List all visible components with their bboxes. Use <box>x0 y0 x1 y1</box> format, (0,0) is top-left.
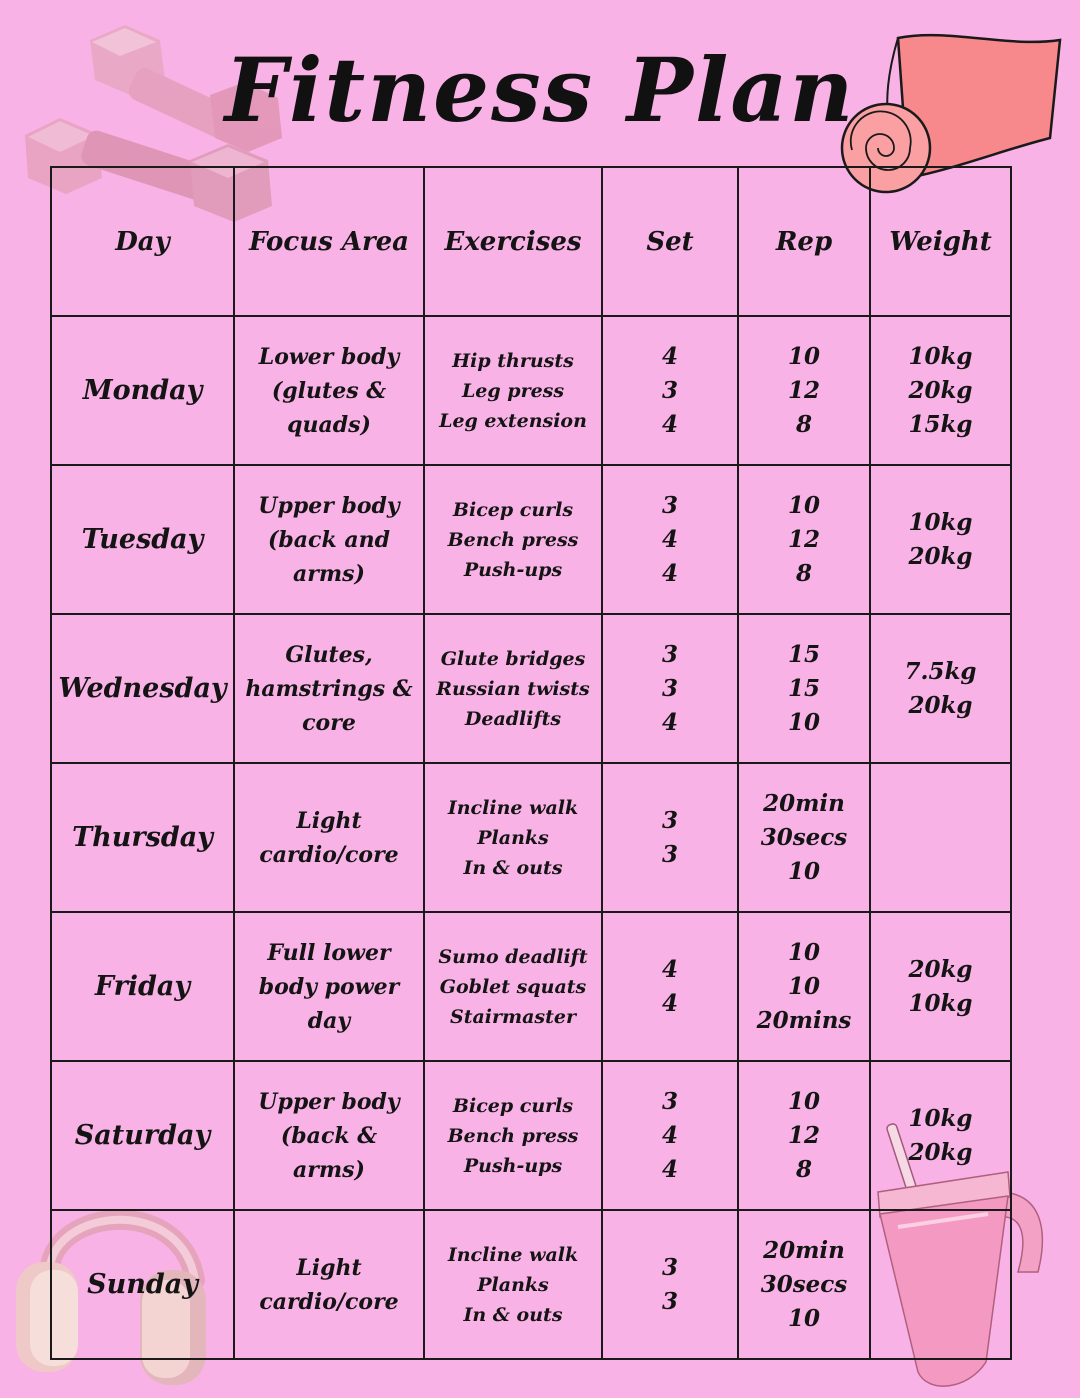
rep-value: 20mins <box>756 1006 852 1034</box>
set-value: 3 <box>661 1287 678 1315</box>
weight-cell <box>870 465 1011 614</box>
exercise-line: Sumo deadlift <box>438 945 588 968</box>
focus-line: quads) <box>287 411 371 438</box>
table-body <box>51 316 1011 1359</box>
focus-cell <box>234 912 424 1061</box>
exercises-cell <box>424 763 602 912</box>
header-exercises: Exercises <box>424 167 602 316</box>
focus-line: (back & <box>280 1122 378 1149</box>
focus-line: (back and <box>268 526 390 553</box>
header-row <box>51 167 1011 316</box>
focus-line: Full lower <box>267 939 391 966</box>
set-value: 4 <box>661 708 678 736</box>
day-cell: Thursday <box>51 763 234 912</box>
exercise-line: Incline walk <box>447 1243 579 1266</box>
exercise-line: Push-ups <box>463 558 563 581</box>
table-row <box>51 1210 1011 1359</box>
day-cell: Sunday <box>51 1210 234 1359</box>
exercise-line: Leg extension <box>439 409 587 432</box>
day-cell: Saturday <box>51 1061 234 1210</box>
focus-line: cardio/core <box>259 1288 399 1315</box>
exercise-line: Hip thrusts <box>452 349 574 372</box>
exercise-line: Stairmaster <box>449 1005 577 1028</box>
set-value: 3 <box>661 806 678 834</box>
exercises-cell <box>424 316 602 465</box>
focus-line: Light <box>296 807 362 834</box>
exercises-cell <box>424 912 602 1061</box>
exercise-line: Bench press <box>447 1124 579 1147</box>
exercise-line: Planks <box>477 1273 549 1296</box>
set-value: 3 <box>661 840 678 868</box>
set-value: 4 <box>661 525 678 553</box>
rep-value: 10 <box>787 342 820 370</box>
rep-value: 10 <box>787 938 820 966</box>
weight-cell <box>870 912 1011 1061</box>
set-cell <box>602 763 738 912</box>
header-set: Set <box>602 167 738 316</box>
header-rep: Rep <box>738 167 870 316</box>
rep-value: 12 <box>787 376 820 404</box>
rep-value: 10 <box>787 1087 820 1115</box>
set-value: 3 <box>661 674 678 702</box>
focus-cell <box>234 614 424 763</box>
weight-cell <box>870 763 1011 912</box>
focus-cell <box>234 465 424 614</box>
table-row <box>51 614 1011 763</box>
set-value: 4 <box>661 342 678 370</box>
focus-line: hamstrings & <box>245 675 413 702</box>
header-weight: Weight <box>870 167 1011 316</box>
table-row <box>51 316 1011 465</box>
exercise-line: Push-ups <box>463 1154 563 1177</box>
table-row <box>51 465 1011 614</box>
weight-value: 7.5kg <box>904 657 977 685</box>
rep-value: 10 <box>787 1304 820 1332</box>
focus-line: Upper body <box>258 1088 400 1115</box>
rep-value: 10 <box>787 857 820 885</box>
focus-line: Glutes, <box>285 641 373 668</box>
focus-line: body power <box>258 973 400 1000</box>
rep-value: 12 <box>787 525 820 553</box>
focus-line: Light <box>296 1254 362 1281</box>
set-value: 4 <box>661 1121 678 1149</box>
rep-value: 20min <box>763 1236 845 1264</box>
set-value: 4 <box>661 559 678 587</box>
exercise-line: In & outs <box>463 856 563 879</box>
focus-cell <box>234 763 424 912</box>
rep-value: 10 <box>787 491 820 519</box>
day-cell: Monday <box>51 316 234 465</box>
exercises-cell <box>424 1210 602 1359</box>
focus-cell <box>234 1210 424 1359</box>
set-value: 3 <box>661 1253 678 1281</box>
table-row <box>51 763 1011 912</box>
set-cell <box>602 614 738 763</box>
exercises-cell <box>424 614 602 763</box>
header-focus-area: Focus Area <box>234 167 424 316</box>
rep-value: 20min <box>763 789 845 817</box>
rep-cell <box>738 1210 870 1359</box>
rep-value: 12 <box>787 1121 820 1149</box>
weight-value: 10kg <box>908 1104 973 1132</box>
exercise-line: Deadlifts <box>464 707 562 730</box>
weight-value: 15kg <box>908 410 973 438</box>
exercise-line: Goblet squats <box>439 975 587 998</box>
exercise-line: Bicep curls <box>452 498 574 521</box>
rep-value: 8 <box>795 410 812 438</box>
fitness-plan-table <box>50 166 1012 1360</box>
exercises-cell <box>424 1061 602 1210</box>
set-cell <box>602 1210 738 1359</box>
weight-value: 20kg <box>908 955 973 983</box>
set-cell <box>602 1061 738 1210</box>
exercise-line: Incline walk <box>447 796 579 819</box>
weight-value: 20kg <box>908 376 973 404</box>
day-cell: Friday <box>51 912 234 1061</box>
weight-value: 20kg <box>908 542 973 570</box>
set-value: 3 <box>661 1087 678 1115</box>
rep-cell <box>738 614 870 763</box>
exercise-line: Planks <box>477 826 549 849</box>
set-cell <box>602 912 738 1061</box>
rep-value: 15 <box>787 640 820 668</box>
weight-cell <box>870 1210 1011 1359</box>
set-value: 3 <box>661 376 678 404</box>
focus-line: Lower body <box>258 343 400 370</box>
rep-value: 10 <box>787 972 820 1000</box>
focus-line: Upper body <box>258 492 400 519</box>
rep-value: 8 <box>795 559 812 587</box>
focus-line: arms) <box>293 560 365 587</box>
set-value: 3 <box>661 491 678 519</box>
rep-cell <box>738 912 870 1061</box>
day-cell: Wednesday <box>51 614 234 763</box>
set-cell <box>602 465 738 614</box>
weight-value: 20kg <box>908 1138 973 1166</box>
focus-line: arms) <box>293 1156 365 1183</box>
exercise-line: Bicep curls <box>452 1094 574 1117</box>
weight-value: 10kg <box>908 342 973 370</box>
header-day: Day <box>51 167 234 316</box>
focus-line: day <box>307 1007 351 1034</box>
rep-cell <box>738 465 870 614</box>
rep-cell <box>738 316 870 465</box>
exercise-line: In & outs <box>463 1303 563 1326</box>
set-value: 4 <box>661 1155 678 1183</box>
exercise-line: Leg press <box>461 379 565 402</box>
page-title: Fitness Plan <box>224 38 856 142</box>
set-value: 3 <box>661 640 678 668</box>
focus-line: (glutes & <box>271 377 387 404</box>
rep-value: 10 <box>787 708 820 736</box>
focus-cell <box>234 1061 424 1210</box>
rep-value: 8 <box>795 1155 812 1183</box>
rep-cell <box>738 1061 870 1210</box>
weight-value: 10kg <box>908 508 973 536</box>
weight-cell <box>870 316 1011 465</box>
table-row <box>51 912 1011 1061</box>
exercise-line: Russian twists <box>436 677 590 700</box>
exercise-line: Glute bridges <box>440 647 586 670</box>
weight-cell <box>870 1061 1011 1210</box>
rep-value: 30secs <box>760 1270 848 1298</box>
set-value: 4 <box>661 955 678 983</box>
focus-line: core <box>302 709 356 736</box>
set-cell <box>602 316 738 465</box>
exercise-line: Bench press <box>447 528 579 551</box>
focus-cell <box>234 316 424 465</box>
rep-value: 15 <box>787 674 820 702</box>
set-value: 4 <box>661 989 678 1017</box>
weight-value: 10kg <box>908 989 973 1017</box>
weight-value: 20kg <box>908 691 973 719</box>
weight-cell <box>870 614 1011 763</box>
table-row <box>51 1061 1011 1210</box>
rep-cell <box>738 763 870 912</box>
focus-line: cardio/core <box>259 841 399 868</box>
set-value: 4 <box>661 410 678 438</box>
day-cell: Tuesday <box>51 465 234 614</box>
rep-value: 30secs <box>760 823 848 851</box>
exercises-cell <box>424 465 602 614</box>
